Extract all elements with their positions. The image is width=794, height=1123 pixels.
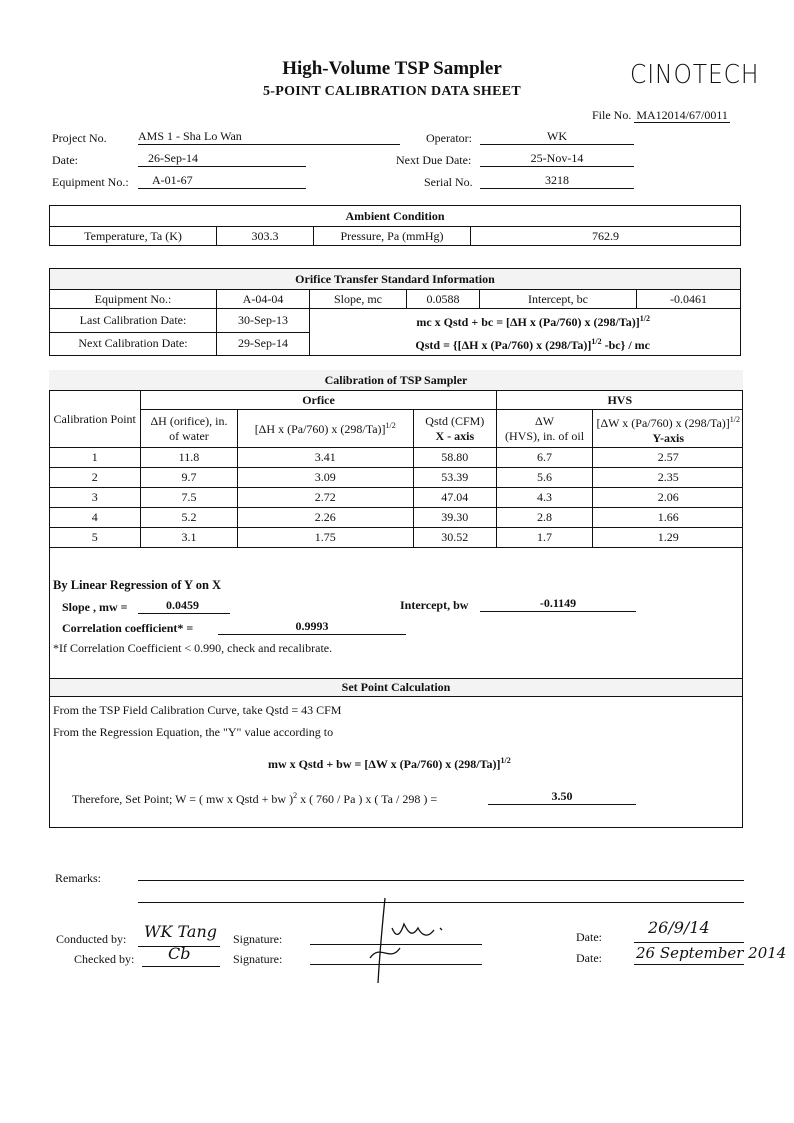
company-logo: CINOTECH	[630, 60, 760, 90]
col-qstd: Qstd (CFM) X - axis	[413, 410, 496, 448]
date-label: Date:	[52, 153, 78, 167]
next-due-label: Next Due Date:	[396, 153, 472, 167]
setpoint-line-2: From the Regression Equation, the "Y" value according to	[53, 725, 334, 739]
checked-handwriting: Cb	[168, 944, 191, 963]
document-title: High-Volume TSP Sampler	[282, 58, 502, 79]
checked-label: Checked by:	[74, 952, 135, 966]
cell-qstd: 47.04	[413, 488, 496, 508]
cell-dh: 9.7	[141, 468, 237, 488]
calibration-row	[49, 508, 743, 528]
orifice-equipment-label: Equipment No.:	[50, 290, 217, 309]
project-value: AMS 1 - Sha Lo Wan	[138, 129, 400, 145]
cell-point: 2	[49, 468, 141, 488]
remarks-label: Remarks:	[55, 871, 101, 885]
col-sqrt-orifice: [ΔH x (Pa/760) x (298/Ta)]$^{1/2}$	[237, 410, 413, 448]
ambient-title: Ambient Condition	[50, 206, 741, 227]
correlation-label: Correlation coefficient* =	[62, 621, 194, 635]
cell-y: 1.29	[593, 528, 743, 548]
operator-value: WK	[480, 129, 634, 145]
correlation-value: 0.9993	[218, 619, 406, 635]
regression-slope-value: 0.0459	[138, 598, 230, 614]
temperature-label: Temperature, Ta (K)	[50, 227, 217, 246]
document-subtitle: 5-POINT CALIBRATION DATA SHEET	[262, 84, 522, 99]
cell-point: 3	[49, 488, 141, 508]
col-delta-w: ΔW (HVS), in. of oil	[496, 410, 593, 448]
cell-point: 4	[49, 508, 141, 528]
regression-slope-label: Slope , mw =	[62, 600, 128, 614]
cell-qstd: 30.52	[413, 528, 496, 548]
cell-dh: 3.1	[141, 528, 237, 548]
file-number-label: File No.	[592, 108, 632, 122]
orifice-table	[49, 268, 741, 356]
calibration-row	[49, 468, 743, 488]
orifice-slope-label: Slope, mc	[310, 290, 407, 309]
ambient-table	[49, 205, 741, 246]
orifice-equipment-value: A-04-04	[217, 290, 310, 309]
pressure-label: Pressure, Pa (mmHg)	[314, 227, 471, 246]
cell-dw: 2.8	[496, 508, 593, 528]
conducted-label: Conducted by:	[56, 932, 127, 946]
equipment-value: A-01-67	[138, 173, 306, 189]
correlation-note: *If Correlation Coefficient < 0.990, check and recalibrate.	[53, 641, 333, 655]
date-handwriting-2: 26 September 2014	[636, 944, 787, 962]
equipment-label: Equipment No.:	[52, 175, 129, 189]
signature-scribble	[330, 888, 470, 988]
cell-sqrt: 2.26	[237, 508, 413, 528]
cell-sqrt: 3.41	[237, 448, 413, 468]
date-handwriting-1: 26/9/14	[648, 918, 710, 937]
date-label-1: Date:	[576, 930, 602, 944]
date-value: 26-Sep-14	[138, 151, 306, 167]
cell-dh: 11.8	[141, 448, 237, 468]
cell-point: 5	[49, 528, 141, 548]
cell-dw: 5.6	[496, 468, 593, 488]
orifice-title: Orifice Transfer Standard Information	[50, 269, 741, 290]
col-calibration-point: Calibration Point	[49, 391, 141, 448]
cell-y: 1.66	[593, 508, 743, 528]
setpoint-line-1: From the TSP Field Calibration Curve, take Qstd = 43 CFM	[53, 703, 342, 717]
orifice-equation-1: mc x Qstd + bc = [ΔH x (Pa/760) x (298/Ta)]$^{1/2}$	[416, 314, 650, 329]
cell-sqrt: 1.75	[237, 528, 413, 548]
orifice-equations	[310, 309, 741, 356]
serial-value: 3218	[480, 173, 634, 189]
orifice-intercept-label: Intercept, bc	[480, 290, 637, 309]
cell-qstd: 39.30	[413, 508, 496, 528]
cell-dw: 4.3	[496, 488, 593, 508]
calibration-row	[49, 528, 743, 548]
orifice-intercept-value: -0.0461	[637, 290, 741, 309]
calibration-row	[49, 448, 743, 468]
regression-intercept-value: -0.1149	[480, 596, 636, 612]
orifice-equation-2: Qstd = {[ΔH x (Pa/760) x (298/Ta)]$^{1/2}$ -bc} / mc	[415, 337, 650, 352]
cell-y: 2.35	[593, 468, 743, 488]
last-cal-label: Last Calibration Date:	[50, 309, 217, 333]
file-number	[592, 108, 730, 123]
temperature-value: 303.3	[217, 227, 314, 246]
regression-title: By Linear Regression of Y on X	[53, 578, 222, 592]
calibration-title: Calibration of TSP Sampler	[49, 370, 743, 391]
next-cal-value: 29-Sep-14	[217, 332, 310, 356]
col-delta-h: ΔH (orifice), in. of water	[141, 410, 237, 448]
operator-label: Operator:	[426, 131, 472, 145]
serial-label: Serial No.	[424, 175, 473, 189]
cell-dw: 1.7	[496, 528, 593, 548]
hvs-group-header: HVS	[496, 391, 743, 410]
col-y-axis: [ΔW x (Pa/760) x (298/Ta)]$^{1/2}$ Y-axis	[593, 410, 743, 448]
setpoint-therefore: Therefore, Set Point; W = ( mw x Qstd + bw )$^2$ x ( 760 / Pa ) x ( Ta / 298 ) =	[72, 791, 438, 806]
pressure-value: 762.9	[471, 227, 741, 246]
file-number-value: MA12014/67/0011	[636, 108, 728, 122]
cell-sqrt: 3.09	[237, 468, 413, 488]
orifice-group-header: Orfice	[141, 391, 496, 410]
cell-sqrt: 2.72	[237, 488, 413, 508]
date-label-2: Date:	[576, 951, 602, 965]
regression-intercept-label: Intercept, bw	[400, 598, 469, 612]
next-due-value: 25-Nov-14	[480, 151, 634, 167]
conducted-handwriting: WK Tang	[144, 922, 217, 941]
calibration-table	[49, 370, 743, 548]
setpoint-equation: mw x Qstd + bw = [ΔW x (Pa/760) x (298/Ta)]$^{1/2}$	[268, 756, 511, 771]
cell-y: 2.06	[593, 488, 743, 508]
setpoint-value: 3.50	[488, 789, 636, 805]
next-cal-label: Next Calibration Date:	[50, 332, 217, 356]
calibration-row	[49, 488, 743, 508]
project-label: Project No.	[52, 131, 107, 145]
cell-dh: 5.2	[141, 508, 237, 528]
orifice-slope-value: 0.0588	[407, 290, 480, 309]
signature-label-2: Signature:	[233, 952, 283, 966]
cell-dw: 6.7	[496, 448, 593, 468]
cell-point: 1	[49, 448, 141, 468]
last-cal-value: 30-Sep-13	[217, 309, 310, 333]
cell-qstd: 58.80	[413, 448, 496, 468]
signature-label-1: Signature:	[233, 932, 283, 946]
cell-qstd: 53.39	[413, 468, 496, 488]
cell-y: 2.57	[593, 448, 743, 468]
setpoint-title: Set Point Calculation	[50, 679, 742, 697]
cell-dh: 7.5	[141, 488, 237, 508]
